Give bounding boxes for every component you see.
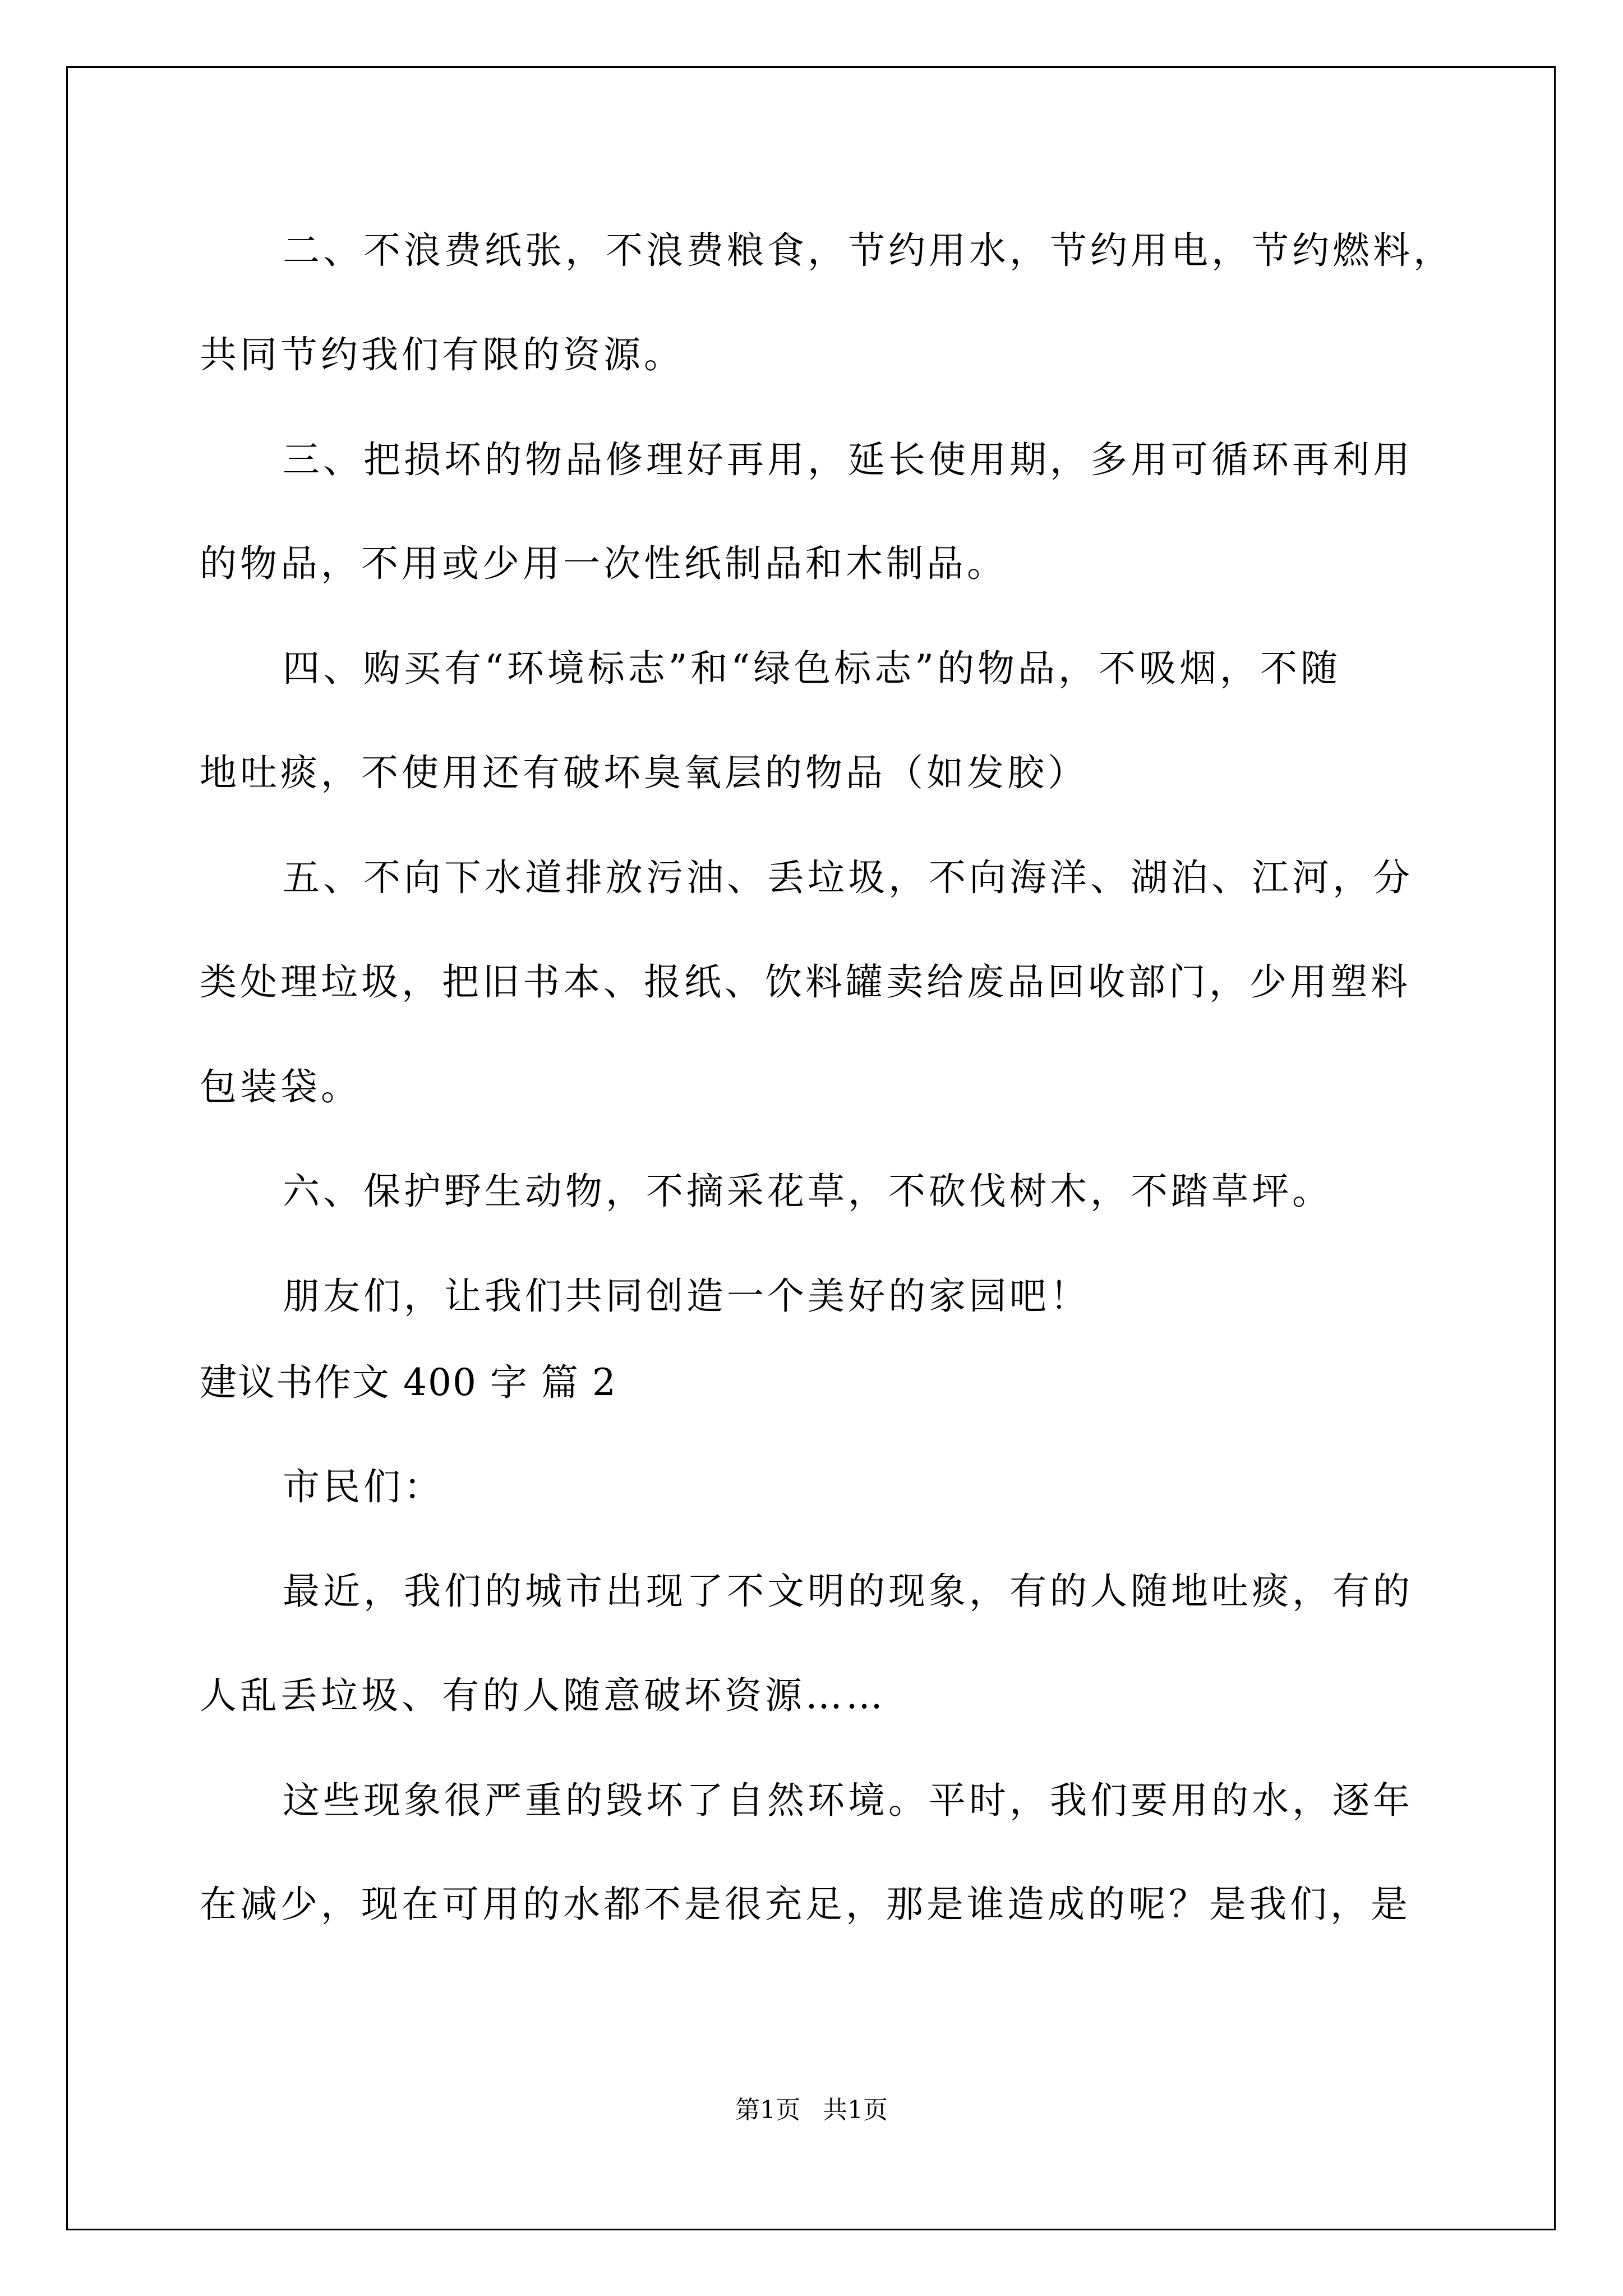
page-number: 第1页 (735, 2096, 800, 2124)
paragraph-5-line-3: 包装袋。 (200, 1065, 361, 1108)
paragraph-6-line-1: 六、保护野生动物，不摘采花草，不砍伐树木，不踏草坪。 (283, 1170, 1332, 1213)
paragraph-4-line-1: 四、购买有“环境标志”和“绿色标志”的物品，不吸烟，不随 (283, 647, 1341, 690)
paragraph-2-line-1: 二、不浪费纸张，不浪费粮食，节约用水，节约用电，节约燃料， (283, 229, 1454, 272)
salutation: 市民们： (283, 1465, 444, 1508)
paragraph-b1-line-2: 人乱丢垃圾、有的人随意破坏资源…… (200, 1674, 886, 1717)
paragraph-3-line-2: 的物品，不用或少用一次性纸制品和木制品。 (200, 542, 1007, 585)
paragraph-5-line-2: 类处理垃圾，把旧书本、报纸、饮料罐卖给废品回收部门，少用塑料 (200, 960, 1411, 1004)
paragraph-b1-line-1: 最近，我们的城市出现了不文明的现象，有的人随地吐痰，有的 (283, 1570, 1413, 1613)
page-total: 共1页 (823, 2096, 888, 2124)
paragraph-4-line-2: 地吐痰，不使用还有破坏臭氧层的物品（如发胶） (200, 751, 1088, 794)
paragraph-3-line-1: 三、把损坏的物品修理好再用，延长使用期，多用可循环再利用 (283, 438, 1413, 481)
paragraph-b2-line-1: 这些现象很严重的毁坏了自然环境。平时，我们要用的水，逐年 (283, 1779, 1413, 1822)
paragraph-5-line-1: 五、不向下水道排放污油、丢垃圾，不向海洋、湖泊、江河，分 (283, 856, 1413, 899)
page-footer (0, 2093, 1623, 2127)
section-heading: 建议书作文 400 字 篇 2 (200, 1361, 617, 1404)
paragraph-2-line-2: 共同节约我们有限的资源。 (200, 333, 684, 376)
paragraph-b2-line-2: 在减少，现在可用的水都不是很充足，那是谁造成的呢？是我们，是 (200, 1883, 1411, 1926)
closing-line: 朋友们，让我们共同创造一个美好的家园吧！ (283, 1274, 1090, 1318)
